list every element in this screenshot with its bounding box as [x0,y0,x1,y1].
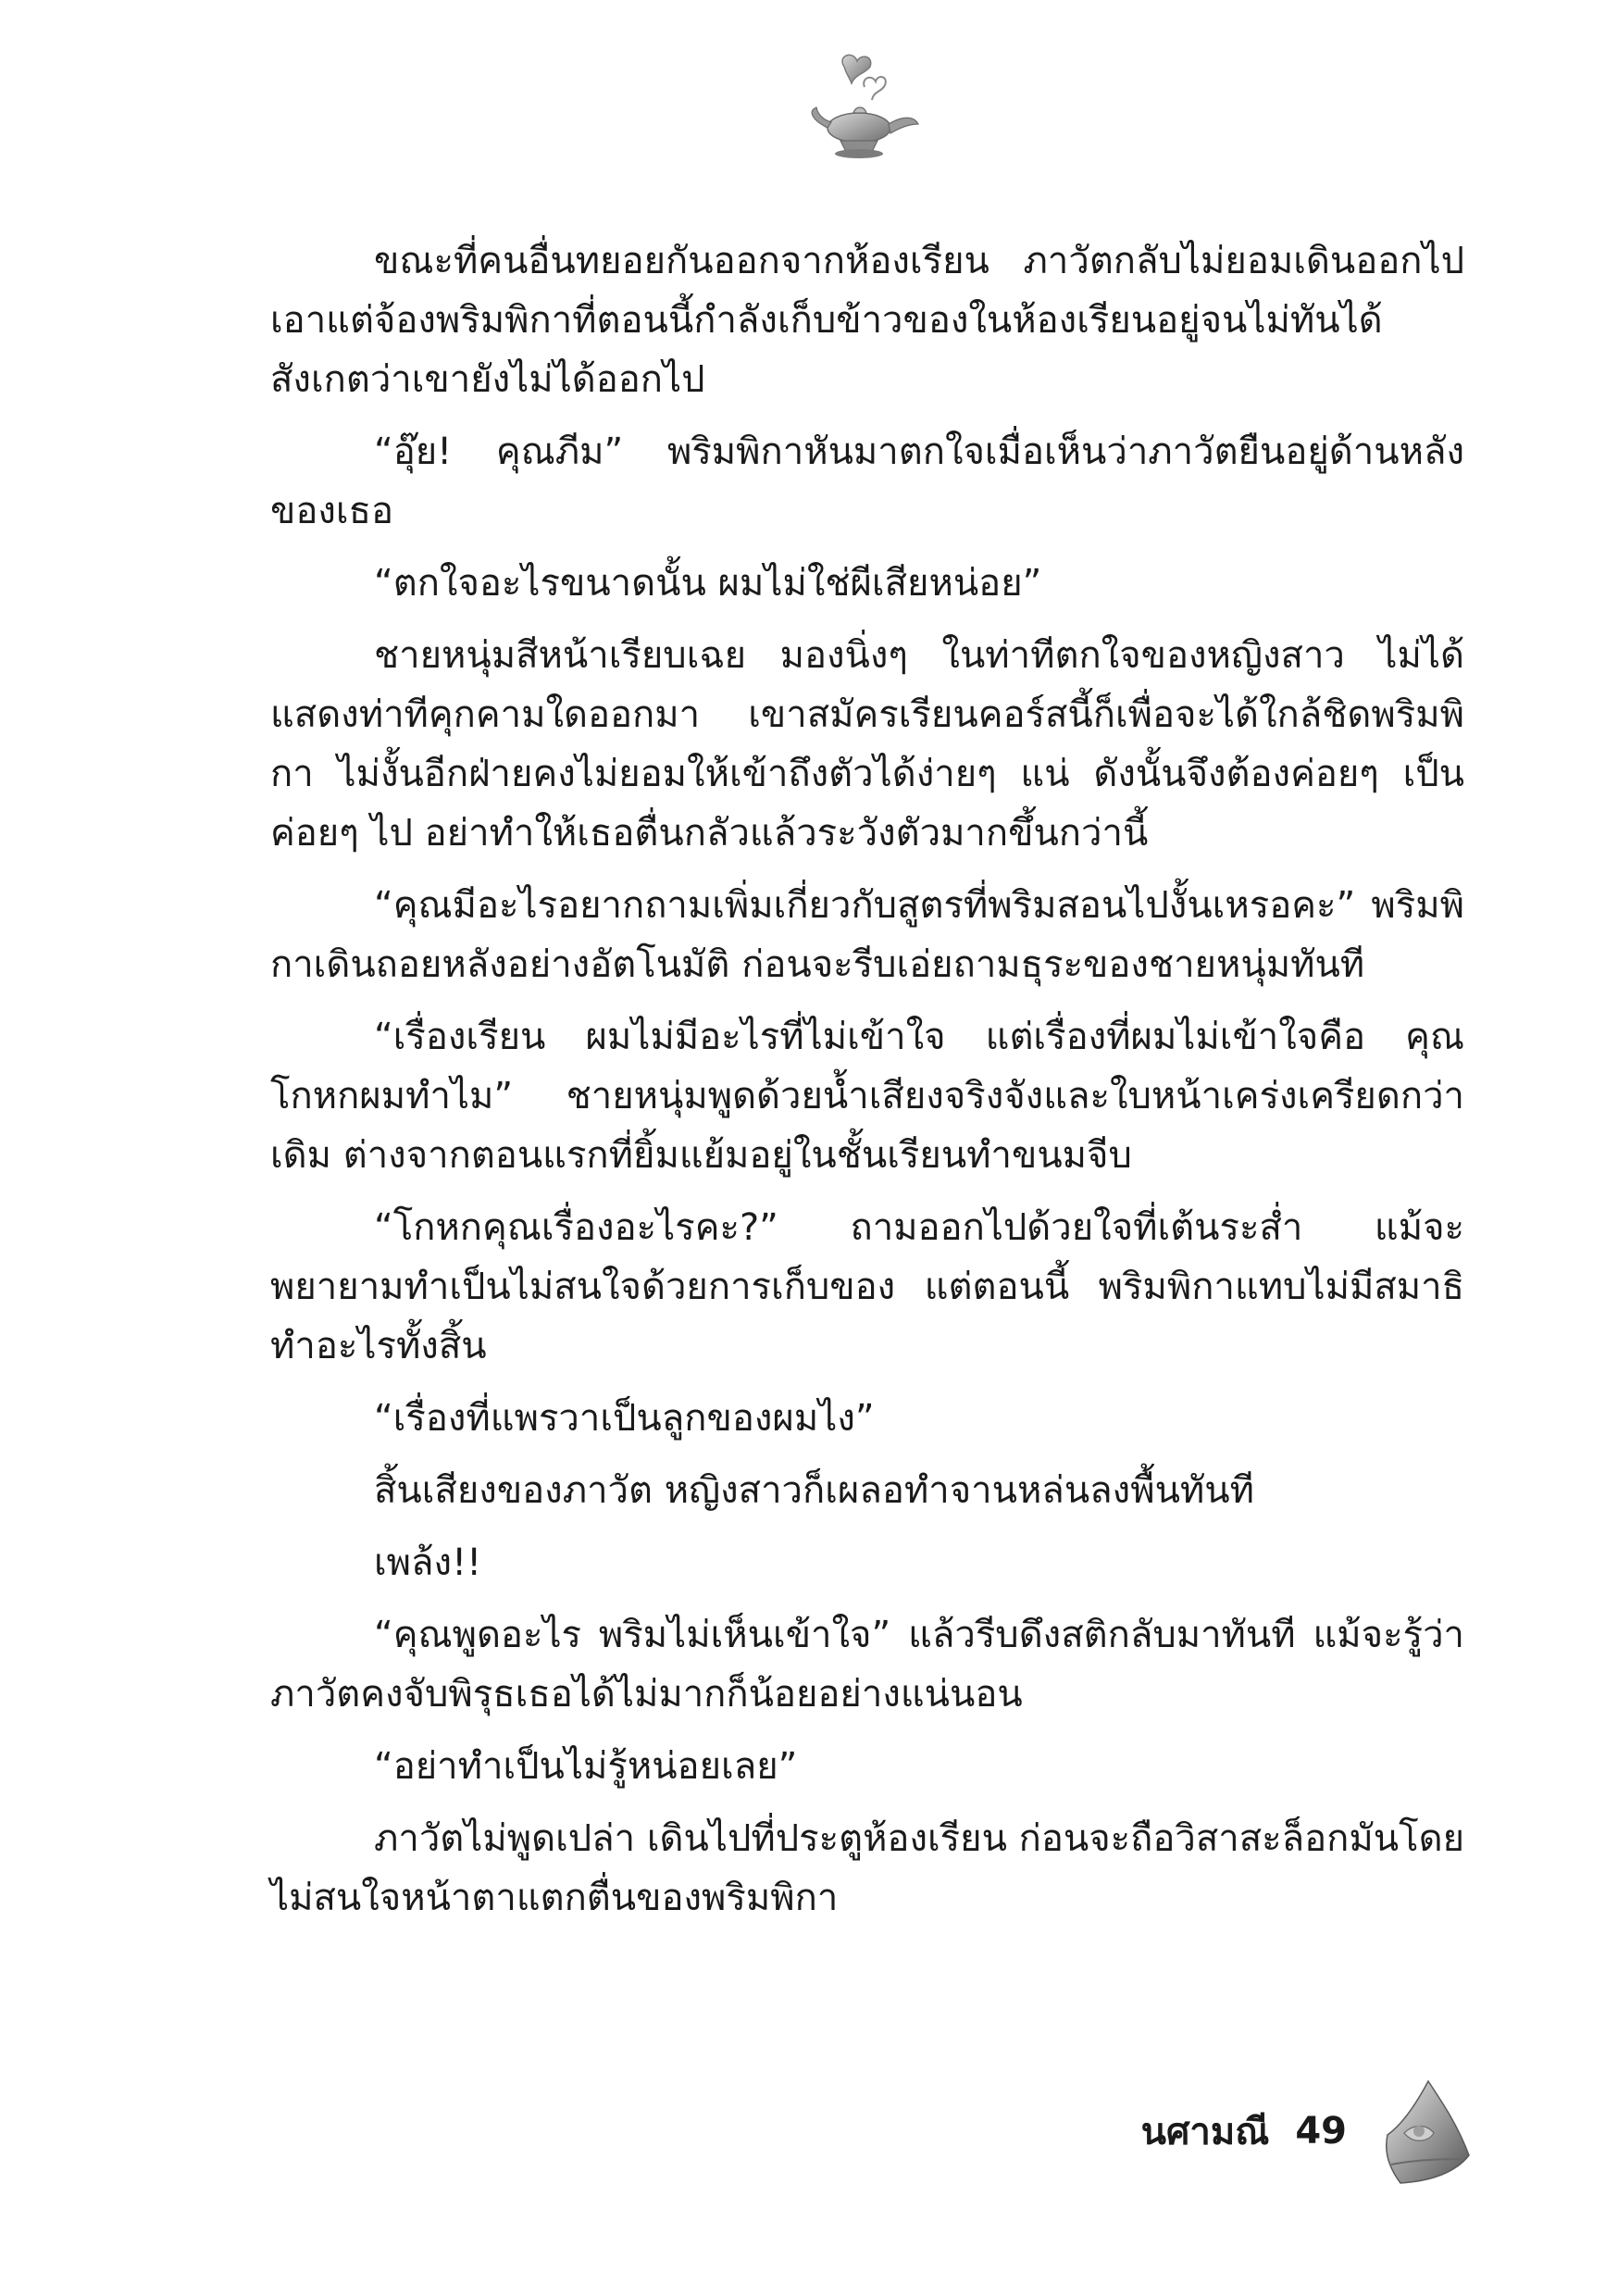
paragraph: “คุณพูดอะไร พริมไม่เห็นเข้าใจ” แล้วรีบดึงสติกลับมาทันที แม้จะรู้ว่าภาวัตคงจับพิรุธเธอได้ไม่มากก็น้อยอย่างแน่นอน [270,1614,1464,1716]
paragraph: ภาวัตไม่พูดเปล่า เดินไปที่ประตูห้องเรียน ก่อนจะถือวิสาสะล็อกมันโดยไม่สนใจหน้าตาแตกตื่นของพริมพิกา [270,1817,1464,1919]
paragraph: “ตกใจอะไรขนาดนั้น ผมไม่ใช่ผีเสียหน่อย” [374,562,1042,605]
paragraph: เพล้ง!! [374,1541,482,1584]
paragraph: “อย่าทำเป็นไม่รู้หน่อยเลย” [374,1745,798,1788]
page-footer [1141,2076,1475,2187]
page-number: 49 [1295,2110,1347,2152]
paragraph: สิ้นเสียงของภาวัต หญิงสาวก็เผลอทำจานหล่นลงพื้นทันที [374,1469,1254,1512]
paragraph: “อุ๊ย! คุณภีม” พริมพิกาหันมาตกใจเมื่อเห็นว่าภาวัตยืนอยู่ด้านหลังของเธอ [270,430,1464,532]
paragraph: “เรื่องเรียน ผมไม่มีอะไรที่ไม่เข้าใจ แต่เรื่องที่ผมไม่เข้าใจคือ คุณโกหกผมทำไม” ชายหนุ่มพูดด้วยน้ำเสียงจริงจังและใบหน้าเคร่งเครียดกว่าเดิม ต่างจากตอนแรกที่ยิ้มแย้มอยู่ในชั้นเรียนทำขนมจีบ [270,1016,1464,1177]
paragraph: “คุณมีอะไรอยากถามเพิ่มเกี่ยวกับสูตรที่พริมสอนไปงั้นเหรอคะ” พริมพิกาเดินถอยหลังอย่างอัตโนมัติ ก่อนจะรีบเอ่ยถามธุระของชายหนุ่มทันที [270,884,1464,986]
paragraph: “โกหกคุณเรื่องอะไรคะ?” ถามออกไปด้วยใจที่เต้นระส่ำ แม้จะพยายามทำเป็นไม่สนใจด้วยการเก็บของ แต่ตอนนี้ พริมพิกาแทบไม่มีสมาธิทำอะไรทั้งสิ้น [270,1206,1464,1367]
paragraph: ขณะที่คนอื่นทยอยกันออกจากห้องเรียน ภาวัตกลับไม่ยอมเดินออกไป เอาแต่จ้องพริมพิกาที่ตอนนี้กำลังเก็บข้าวของในห้องเรียนอยู่จนไม่ทันได้สังเกตว่าเขายังไม่ได้ออกไป [270,240,1464,401]
page-corner-ornament-icon [1373,2076,1475,2187]
author-name: นศามณี [1140,2111,1270,2153]
genie-lamp-icon [800,46,929,176]
paragraph: ชายหนุ่มสีหน้าเรียบเฉย มองนิ่งๆ ในท่าทีตกใจของหญิงสาว ไม่ได้แสดงท่าทีคุกคามใดออกมา เขาสมัครเรียนคอร์สนี้ก็เพื่อจะได้ใกล้ชิดพริมพิกา ไม่งั้นอีกฝ่ายคงไม่ยอมให้เข้าถึงตัวได้ง่ายๆ แน่ ดังนั้นจึงต้องค่อยๆ เป็นค่อยๆ ไป อย่าทำให้เธอตื่นกลัวแล้วระวังตัวมากขึ้นกว่านี้ [270,634,1464,855]
paragraph: “เรื่องที่แพรวาเป็นลูกของผมไง” [374,1397,875,1440]
page-body [270,231,1464,1940]
